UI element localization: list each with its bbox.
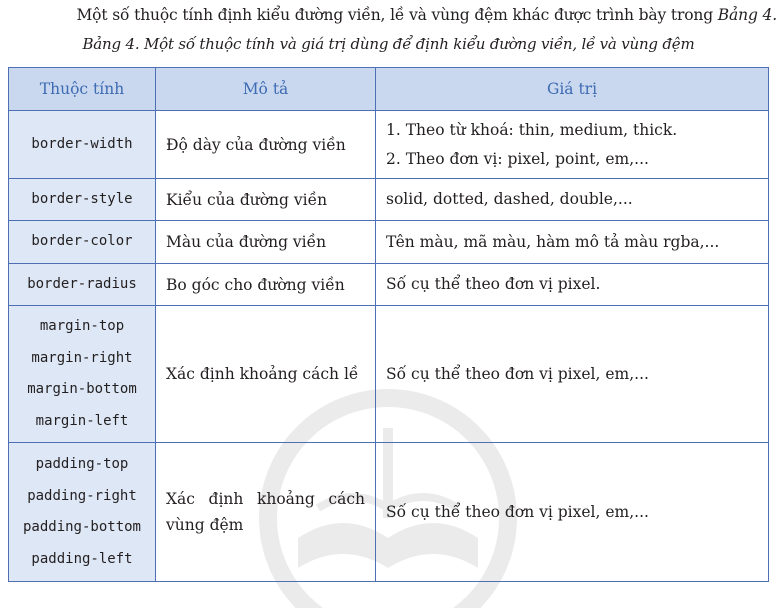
property-name: border-width	[31, 135, 133, 152]
property-cell	[9, 443, 156, 582]
header-value: Giá trị	[376, 68, 769, 111]
table-row	[9, 111, 769, 179]
property-name: padding-right	[27, 487, 137, 504]
value-cell	[376, 306, 769, 443]
value-line: 2. Theo đơn vị: pixel, point, em,...	[386, 149, 649, 168]
properties-table	[8, 67, 769, 582]
description-cell: Màu của đường viền	[156, 221, 376, 264]
table-row	[9, 443, 769, 582]
table-row	[9, 264, 769, 306]
property-name: border-style	[31, 190, 133, 207]
table-caption: Bảng 4. Một số thuộc tính và giá trị dùng để định kiểu đường viền, lề và vùng đệm	[82, 35, 695, 53]
property-name: padding-left	[31, 550, 133, 567]
property-cell	[9, 306, 156, 443]
table-row	[9, 306, 769, 443]
property-name: padding-top	[35, 456, 129, 472]
property-cell	[9, 221, 156, 264]
description-cell: Bo góc cho đường viền	[156, 264, 376, 306]
property-name: border-radius	[27, 275, 137, 292]
table-row	[9, 221, 769, 264]
property-cell	[9, 179, 156, 221]
property-name: padding-bottom	[22, 519, 141, 535]
description-cell: Độ dày của đường viền	[156, 111, 376, 179]
value-cell	[376, 221, 769, 264]
property-name: border-color	[31, 233, 133, 250]
property-cell	[9, 111, 156, 179]
property-name: margin-right	[31, 349, 133, 366]
value-line: Số cụ thể theo đơn vị pixel, em,...	[386, 502, 649, 521]
description-cell: Xác định khoảng cách lề	[156, 306, 376, 443]
intro-table-reference: Bảng 4.	[717, 6, 777, 24]
value-cell	[376, 443, 769, 582]
value-line: Tên màu, mã màu, hàm mô tả màu rgba,...	[386, 232, 720, 251]
property-cell	[9, 264, 156, 306]
value-line: Số cụ thể theo đơn vị pixel.	[386, 275, 601, 293]
header-description: Mô tả	[156, 68, 376, 111]
property-name: margin-bottom	[27, 381, 137, 397]
description-cell: Xác định khoảng cách vùng đệm	[156, 443, 376, 582]
value-line: Số cụ thể theo đơn vị pixel, em,...	[386, 364, 649, 383]
intro-paragraph	[0, 4, 777, 26]
value-cell	[376, 179, 769, 221]
table-header-row	[9, 68, 769, 111]
value-line: 1. Theo từ khoá: thin, medium, thick.	[386, 120, 678, 139]
value-line: solid, dotted, dashed, double,...	[386, 190, 633, 208]
property-name: margin-left	[35, 412, 129, 429]
intro-text: Một số thuộc tính định kiểu đường viền, lề và vùng đệm khác được trình bày trong	[76, 6, 718, 24]
property-name: margin-top	[39, 318, 125, 334]
value-cell	[376, 111, 769, 179]
value-cell	[376, 264, 769, 306]
description-cell: Kiểu của đường viền	[156, 179, 376, 221]
header-property: Thuộc tính	[9, 68, 156, 111]
table-row	[9, 179, 769, 221]
